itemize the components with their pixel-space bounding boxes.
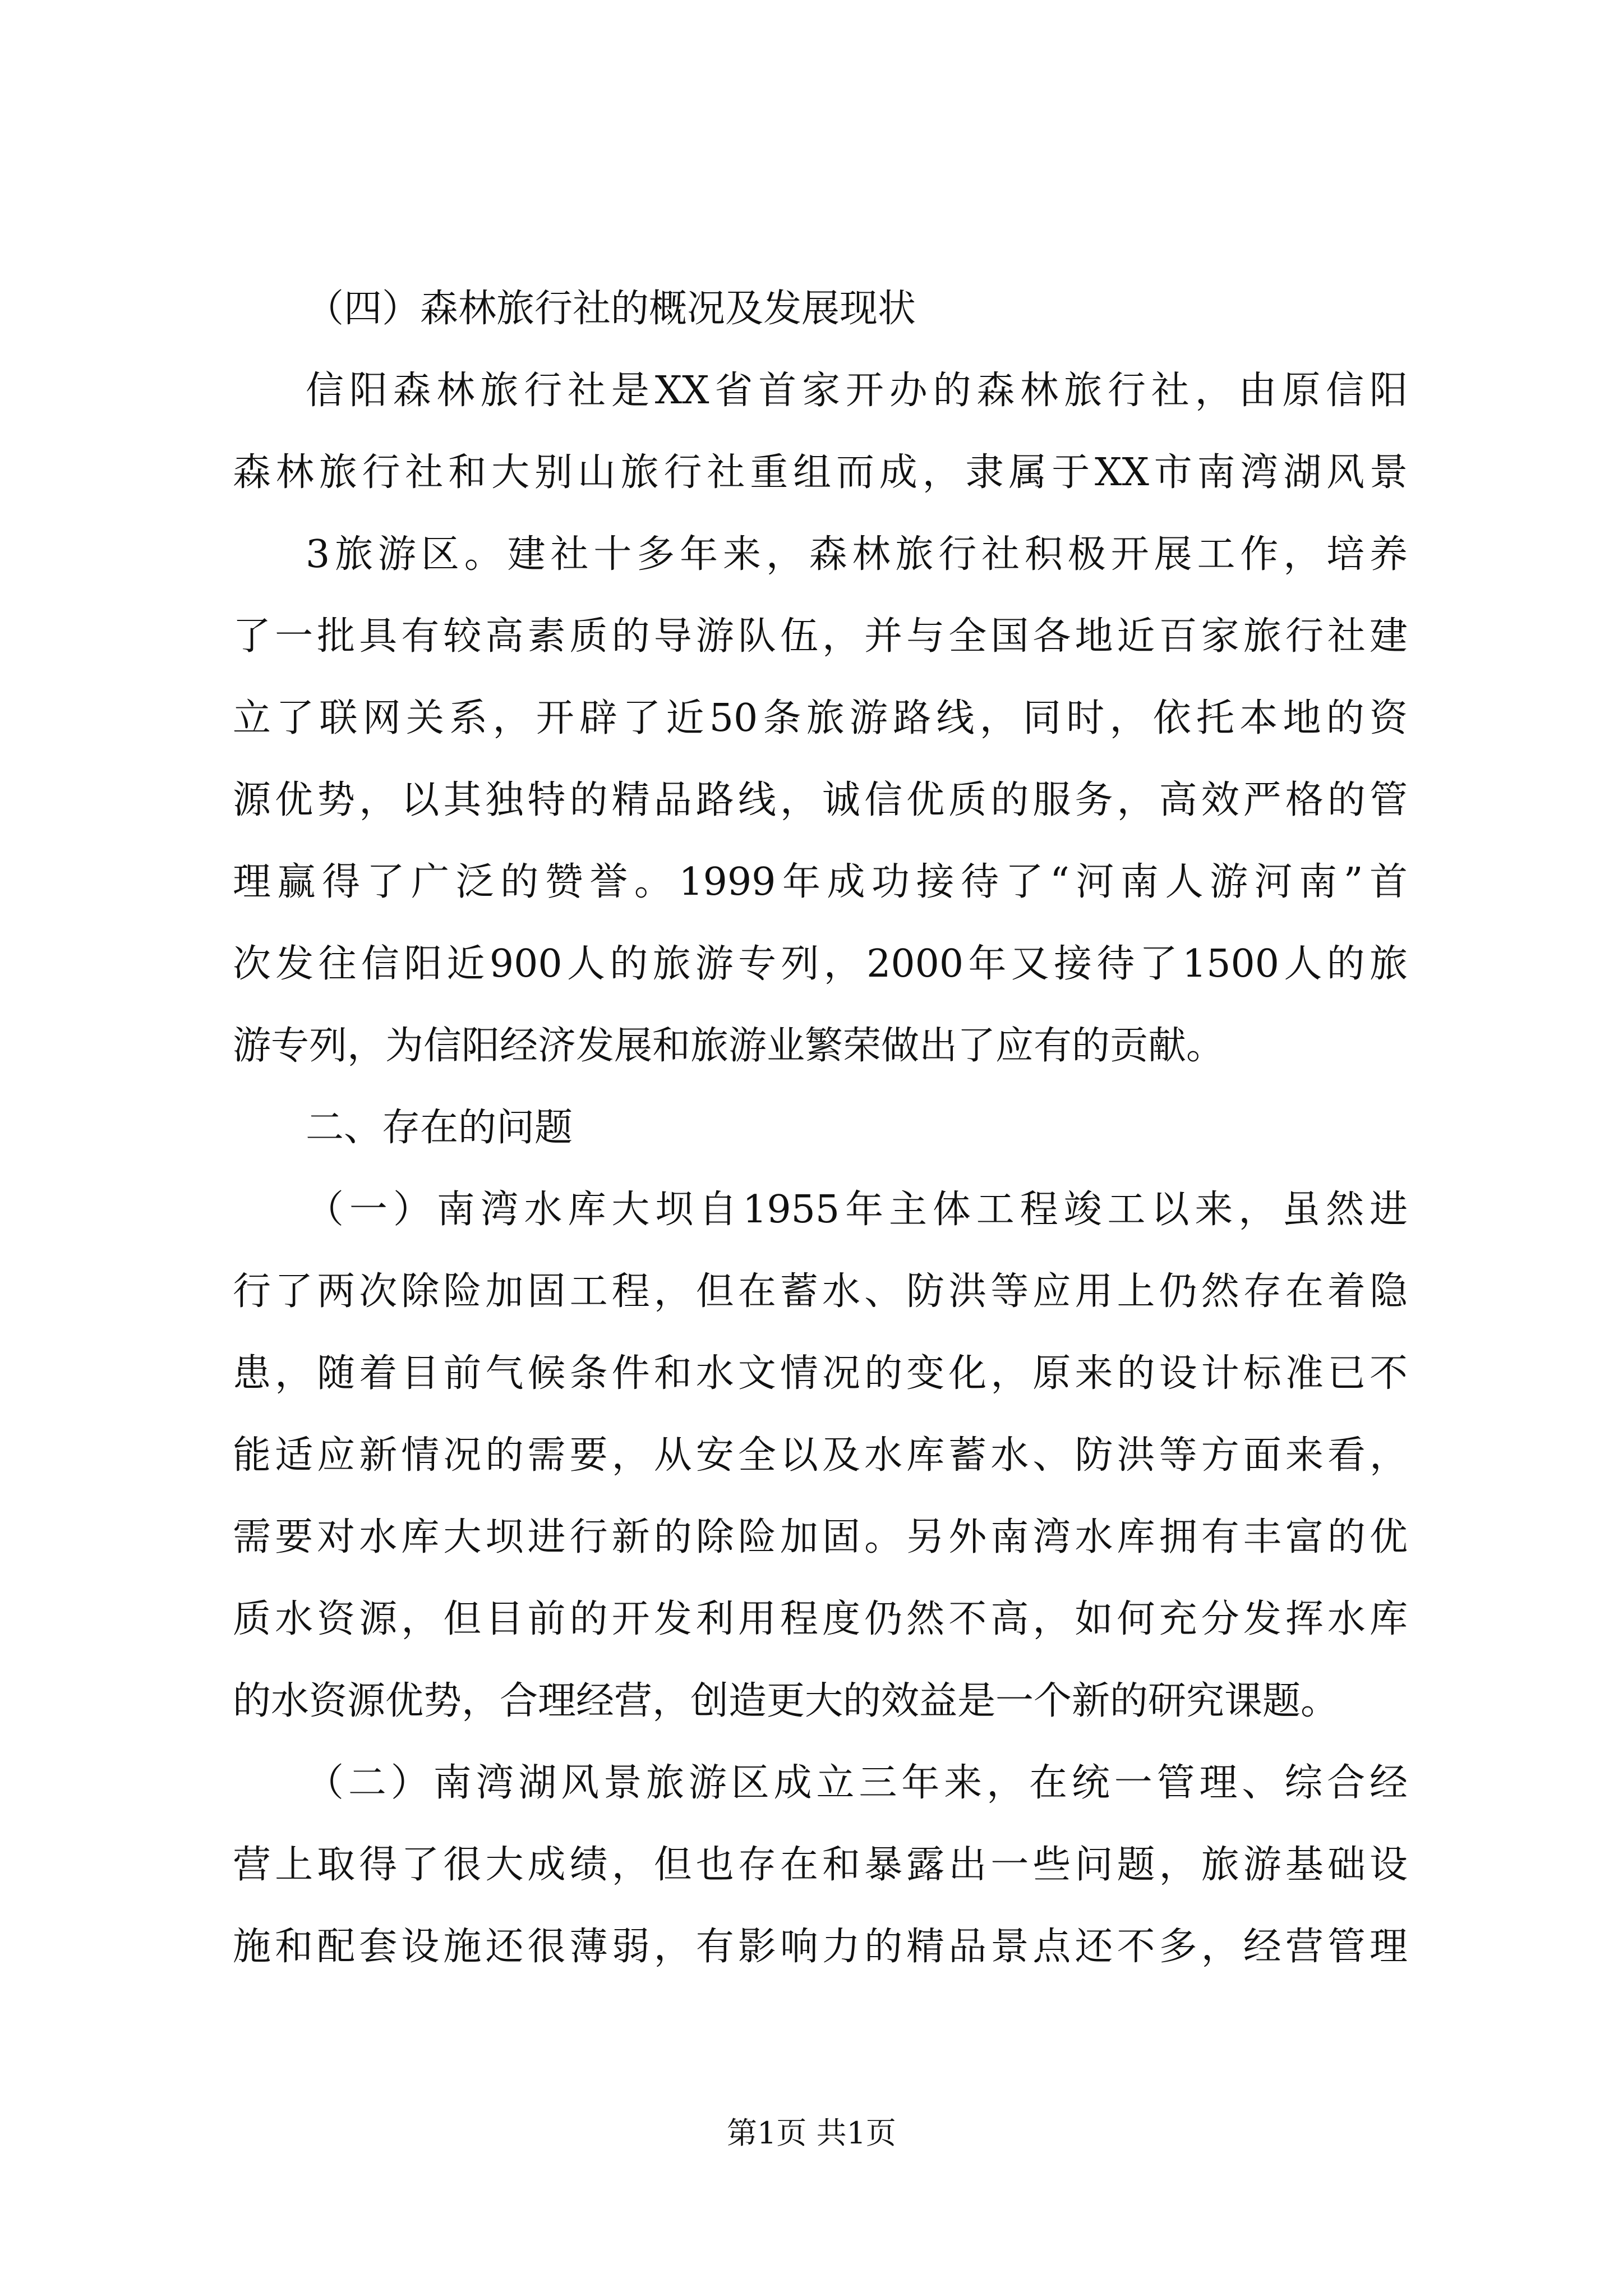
text-line: 次发往信阳近900人的旅游专列，2000年又接待了1500人的旅	[233, 942, 1408, 986]
text-line: 施和配套设施还很薄弱，有影响力的精品景点还不多，经营管理	[233, 1925, 1408, 1969]
text-line: 的水资源优势，合理经营，创造更大的效益是一个新的研究课题。	[233, 1679, 1339, 1723]
text-line: 了一批具有较高素质的导游队伍，并与全国各地近百家旅行社建	[233, 614, 1408, 659]
text-line: （四）森林旅行社的概况及发展现状	[306, 287, 916, 331]
text-line: 游专列，为信阳经济发展和旅游业繁荣做出了应有的贡献。	[233, 1024, 1225, 1068]
text-line: 质水资源，但目前的开发利用程度仍然不高，如何充分发挥水库	[233, 1597, 1408, 1641]
text-line: 理赢得了广泛的赞誉。1999年成功接待了“河南人游河南”首	[233, 860, 1408, 904]
text-line: 患，随着目前气候条件和水文情况的变化，原来的设计标准已不	[233, 1351, 1408, 1396]
text-line: 森林旅行社和大别山旅行社重组而成，隶属于XX市南湾湖风景	[233, 450, 1408, 495]
text-line: 信阳森林旅行社是XX省首家开办的森林旅行社，由原信阳	[306, 369, 1408, 413]
text-line: 源优势，以其独特的精品路线，诚信优质的服务，高效严格的管	[233, 778, 1408, 822]
text-line: （二）南湾湖风景旅游区成立三年来，在统一管理、综合经	[306, 1761, 1408, 1805]
body-text	[233, 268, 1408, 1988]
text-line: 需要对水库大坝进行新的除险加固。另外南湾水库拥有丰富的优	[233, 1515, 1408, 1559]
text-line: （一）南湾水库大坝自1955年主体工程竣工以来，虽然进	[306, 1188, 1408, 1232]
text-line: 立了联网关系，开辟了近50条旅游路线，同时，依托本地的资	[233, 696, 1408, 740]
text-line: 二、存在的问题	[306, 1106, 573, 1150]
text-line: 营上取得了很大成绩，但也存在和暴露出一些问题，旅游基础设	[233, 1843, 1408, 1887]
text-line: 能适应新情况的需要，从安全以及水库蓄水、防洪等方面来看，	[233, 1433, 1408, 1478]
text-line: 3旅游区。建社十多年来，森林旅行社积极开展工作，培养	[306, 532, 1408, 577]
text-line: 行了两次除险加固工程，但在蓄水、防洪等应用上仍然存在着隐	[233, 1269, 1408, 1314]
page-footer: 第1页 共1页	[727, 2115, 896, 2151]
